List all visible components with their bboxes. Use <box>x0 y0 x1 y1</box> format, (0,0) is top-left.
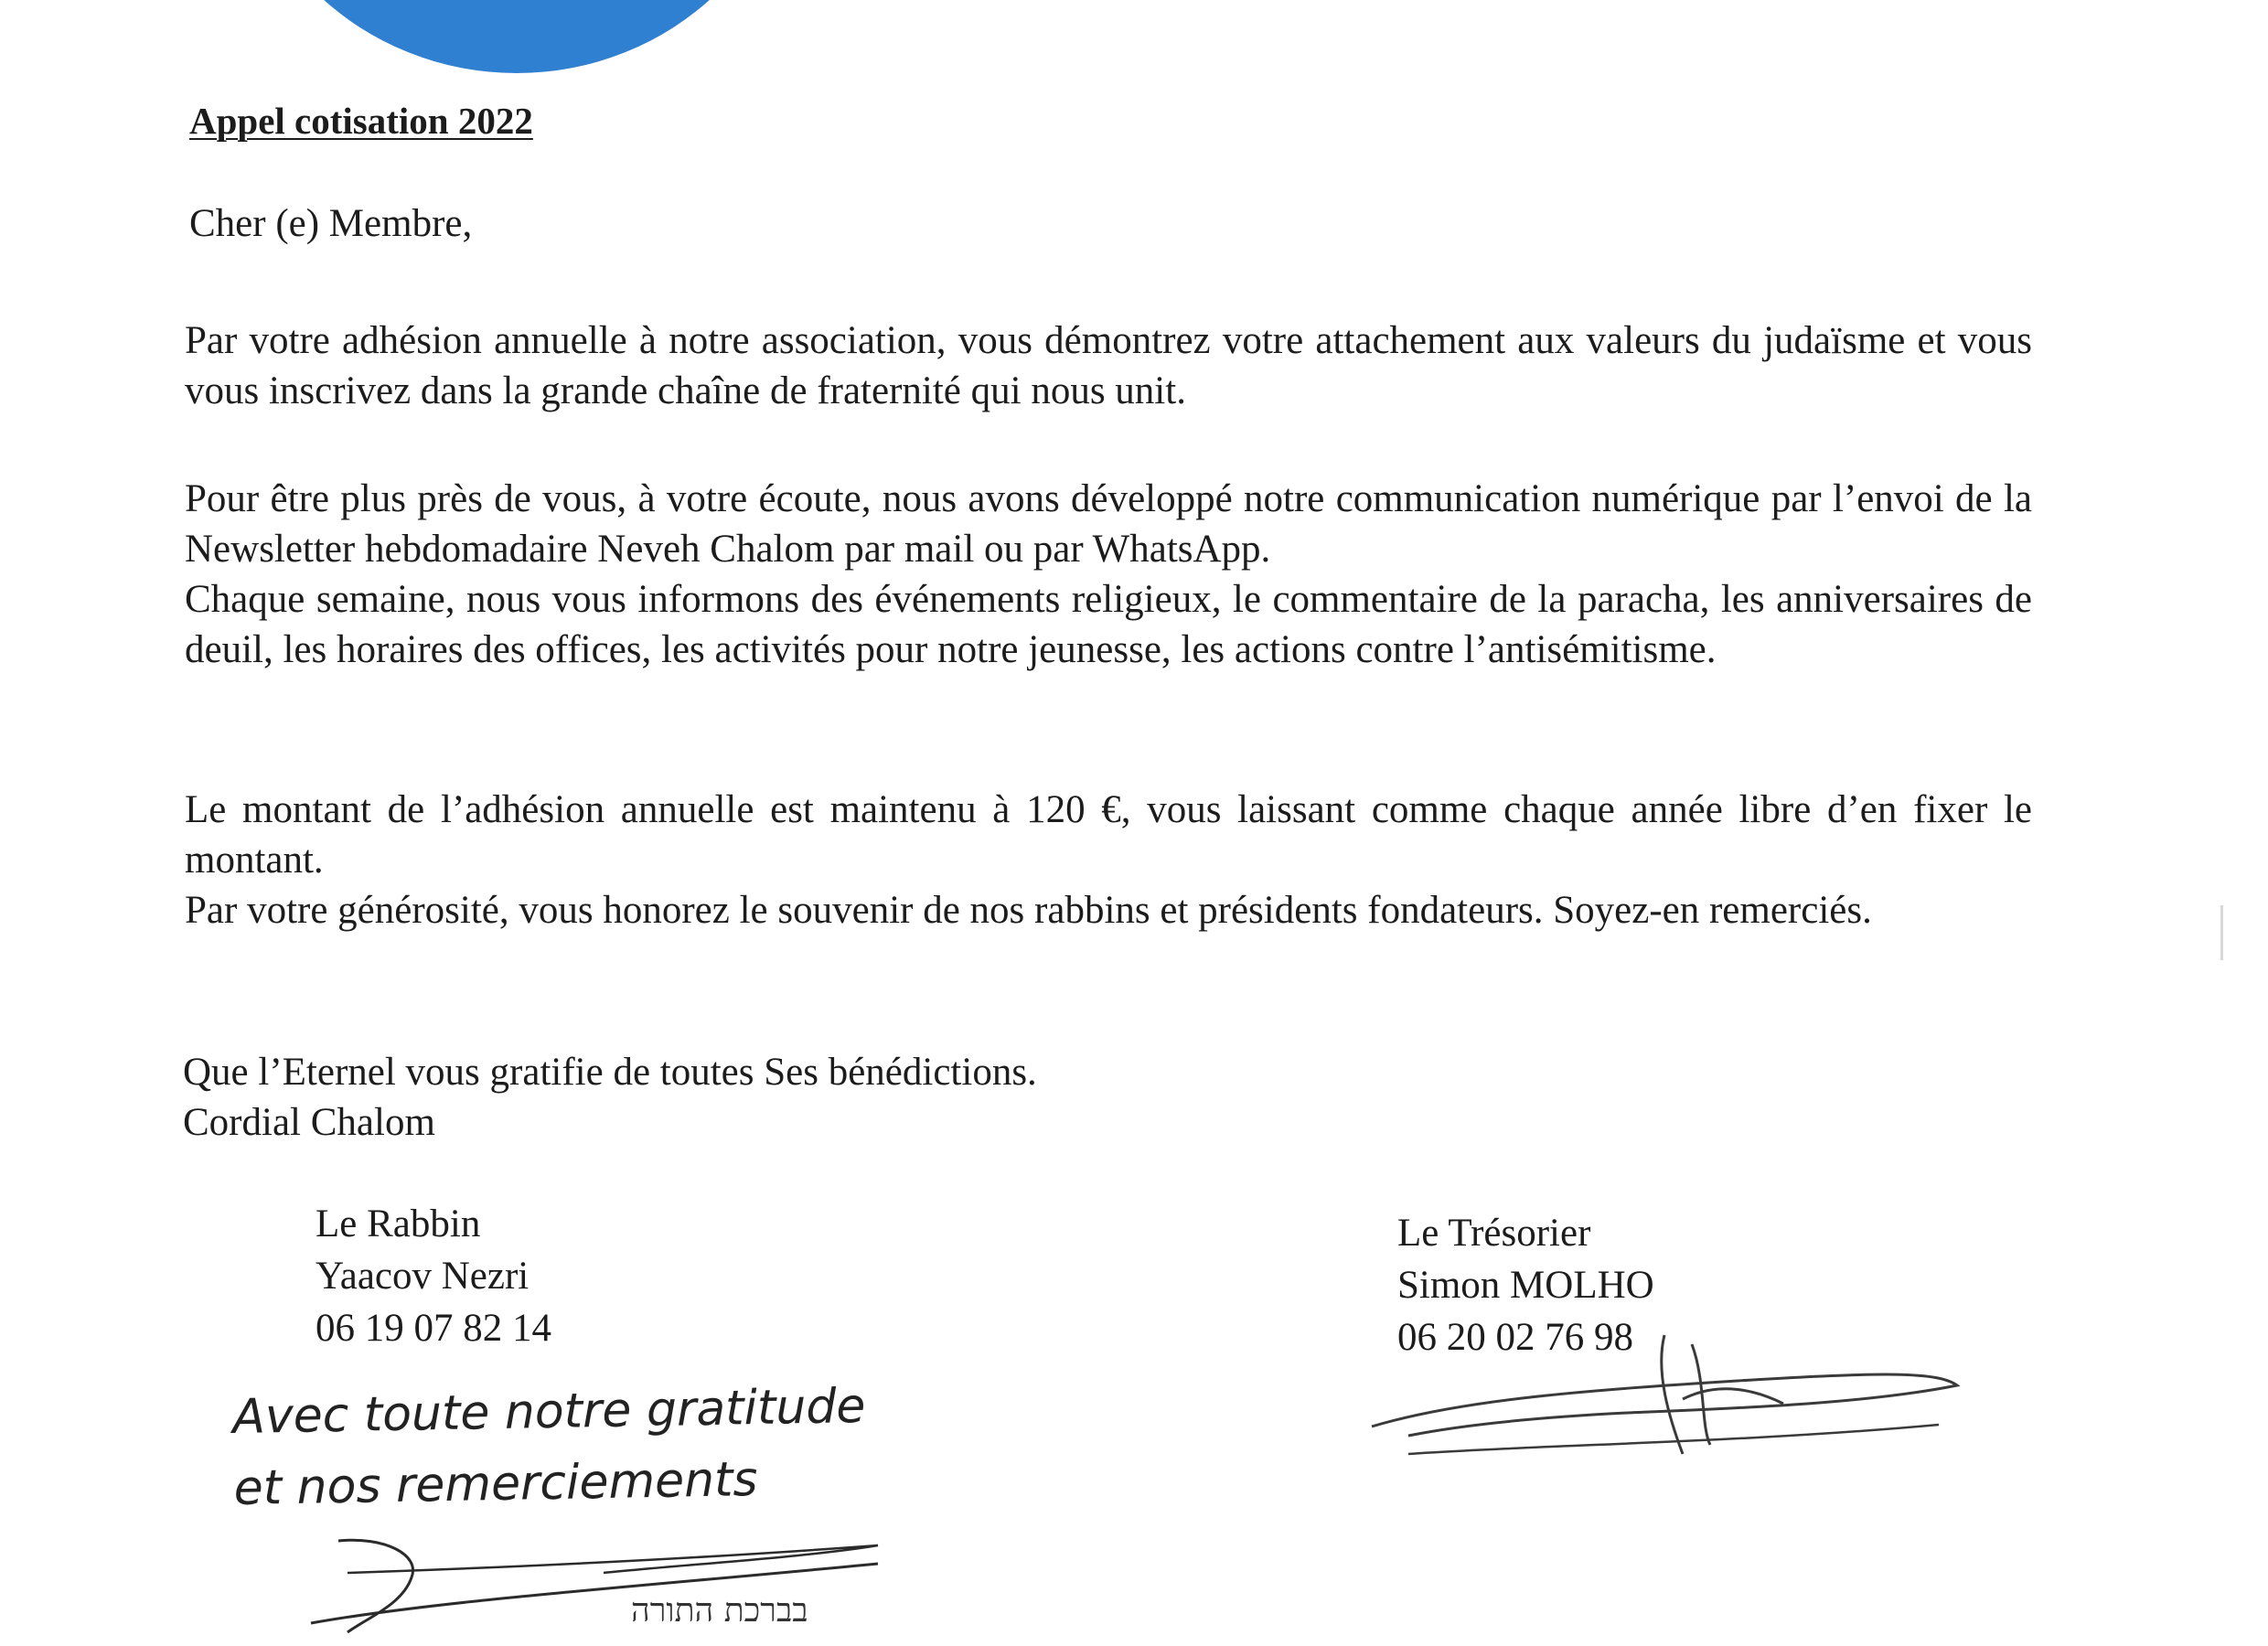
treasurer-role: Le Trésorier <box>1397 1212 1591 1255</box>
treasurer-name: Simon MOLHO <box>1397 1264 1654 1307</box>
rabbi-role: Le Rabbin <box>316 1202 481 1245</box>
closing-greeting: Cordial Chalom <box>183 1101 435 1144</box>
paragraph-fee <box>185 785 2032 935</box>
fee-thanks: Par votre générosité, vous honorez le souvenir de nos rabbins et présidents fondateurs. Soyez-en remerciés. <box>185 889 1872 932</box>
letter-title: Appel cotisation 2022 <box>189 100 533 142</box>
fee-amount: Le montant de l’adhésion annuelle est maintenu à 120 €, vous laissant comme chaque année libre d’en fixer le montant. <box>185 788 2032 882</box>
rabbi-name: Yaacov Nezri <box>316 1255 530 1298</box>
rabbi-phone: 06 19 07 82 14 <box>316 1307 551 1350</box>
salutation: Cher (e) Membre, <box>189 202 473 245</box>
closing-blessing: Que l’Eternel vous gratifie de toutes Ses bénédictions. <box>183 1051 1037 1094</box>
rabbi-signature-block <box>316 1198 551 1354</box>
paragraph-communication <box>185 474 2032 675</box>
treasurer-phone: 06 20 02 76 98 <box>1397 1316 1633 1359</box>
association-logo <box>233 0 800 73</box>
hebrew-stamp: בברכת התורה <box>631 1592 808 1630</box>
rabbi-signature <box>256 1523 915 1646</box>
closing <box>183 1047 1037 1148</box>
handwritten-line-2: et nos remerciements <box>233 1452 758 1517</box>
handwritten-note <box>232 1371 868 1524</box>
paragraph-membership: Par votre adhésion annuelle à notre association, vous démontrez votre attachement aux valeurs du judaïsme et vous vous inscrivez dans la grande chaîne de fraternité qui nous unit. <box>185 319 2032 412</box>
treasurer-signature <box>1353 1317 1994 1481</box>
scan-artifact <box>2220 905 2223 960</box>
communication-intro: Pour être plus près de vous, à votre écoute, nous avons développé notre communication numérique par l’envoi de la Newsletter hebdomadaire Neveh Chalom par mail ou par WhatsApp. <box>185 477 2032 571</box>
handwritten-line-1: Avec toute notre gratitude <box>231 1378 866 1446</box>
communication-details: Chaque semaine, nous vous informons des événements religieux, le commentaire de la paracha, les anniversaires de deuil, les horaires des offices, les activités pour notre jeunesse, les actions contre l’antisémitisme. <box>185 578 2032 671</box>
